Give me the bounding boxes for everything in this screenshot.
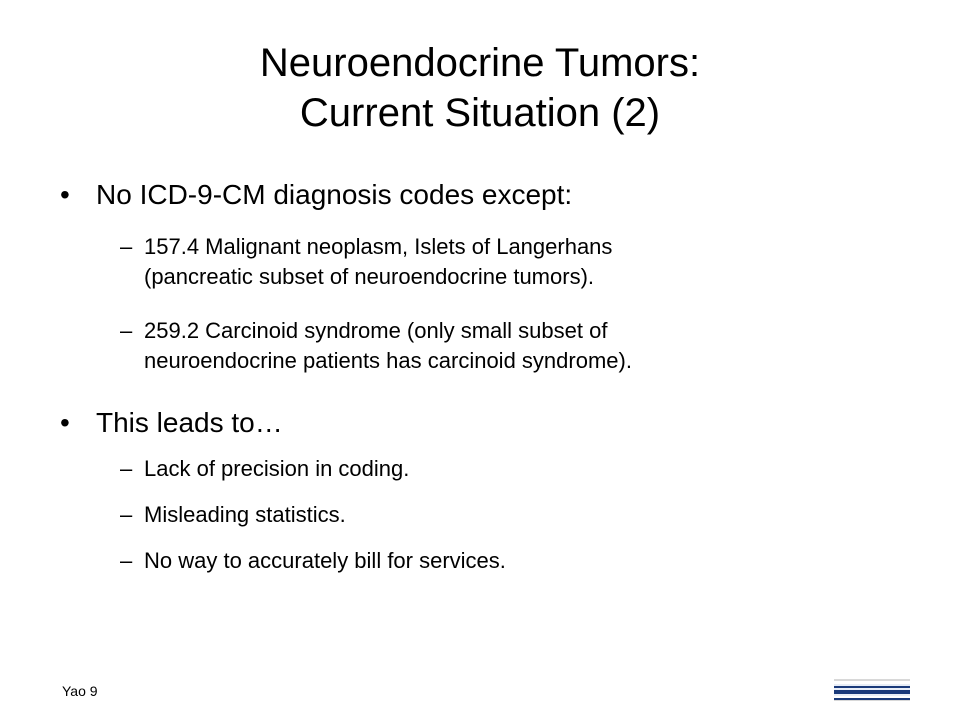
sub-bullet-line: 259.2 Carcinoid syndrome (only small subset of <box>144 318 608 343</box>
sub-bullet-mark: – <box>120 456 133 481</box>
sub-bullet-text <box>144 232 884 292</box>
bullet-text: No ICD-9-CM diagnosis codes except: <box>96 179 573 210</box>
md-anderson-logo <box>828 672 916 708</box>
slide-title-line-1: Neuroendocrine Tumors: <box>259 41 701 85</box>
sub-bullet-line: Lack of precision in coding. <box>144 456 410 481</box>
sub-bullet-line: No way to accurately bill for services. <box>144 548 506 573</box>
sub-bullet-text <box>144 316 884 376</box>
sub-bullet-line: neuroendocrine patients has carcinoid syndrome). <box>144 348 632 373</box>
sub-bullet-mark: – <box>120 502 133 527</box>
sub-bullet-line: Misleading statistics. <box>144 502 346 527</box>
bullet-mark: • <box>60 407 70 438</box>
sub-bullet-mark: – <box>120 318 133 343</box>
sub-bullet-line: (pancreatic subset of neuroendocrine tumors). <box>144 264 595 289</box>
sub-bullet-text <box>144 500 884 530</box>
bullet-text: This leads to… <box>96 407 283 438</box>
slide-title <box>80 38 880 138</box>
sub-bullet-line: 157.4 Malignant neoplasm, Islets of Langerhans <box>144 234 613 259</box>
sub-bullet-text <box>144 546 884 576</box>
sub-bullet-mark: – <box>120 234 133 259</box>
sub-bullet-text <box>144 454 884 484</box>
sub-bullet-mark: – <box>120 548 133 573</box>
slide-title-line-2: Current Situation (2) <box>299 91 661 135</box>
slide-footer: Yao 9 <box>62 683 98 699</box>
bullet-mark: • <box>60 179 70 210</box>
